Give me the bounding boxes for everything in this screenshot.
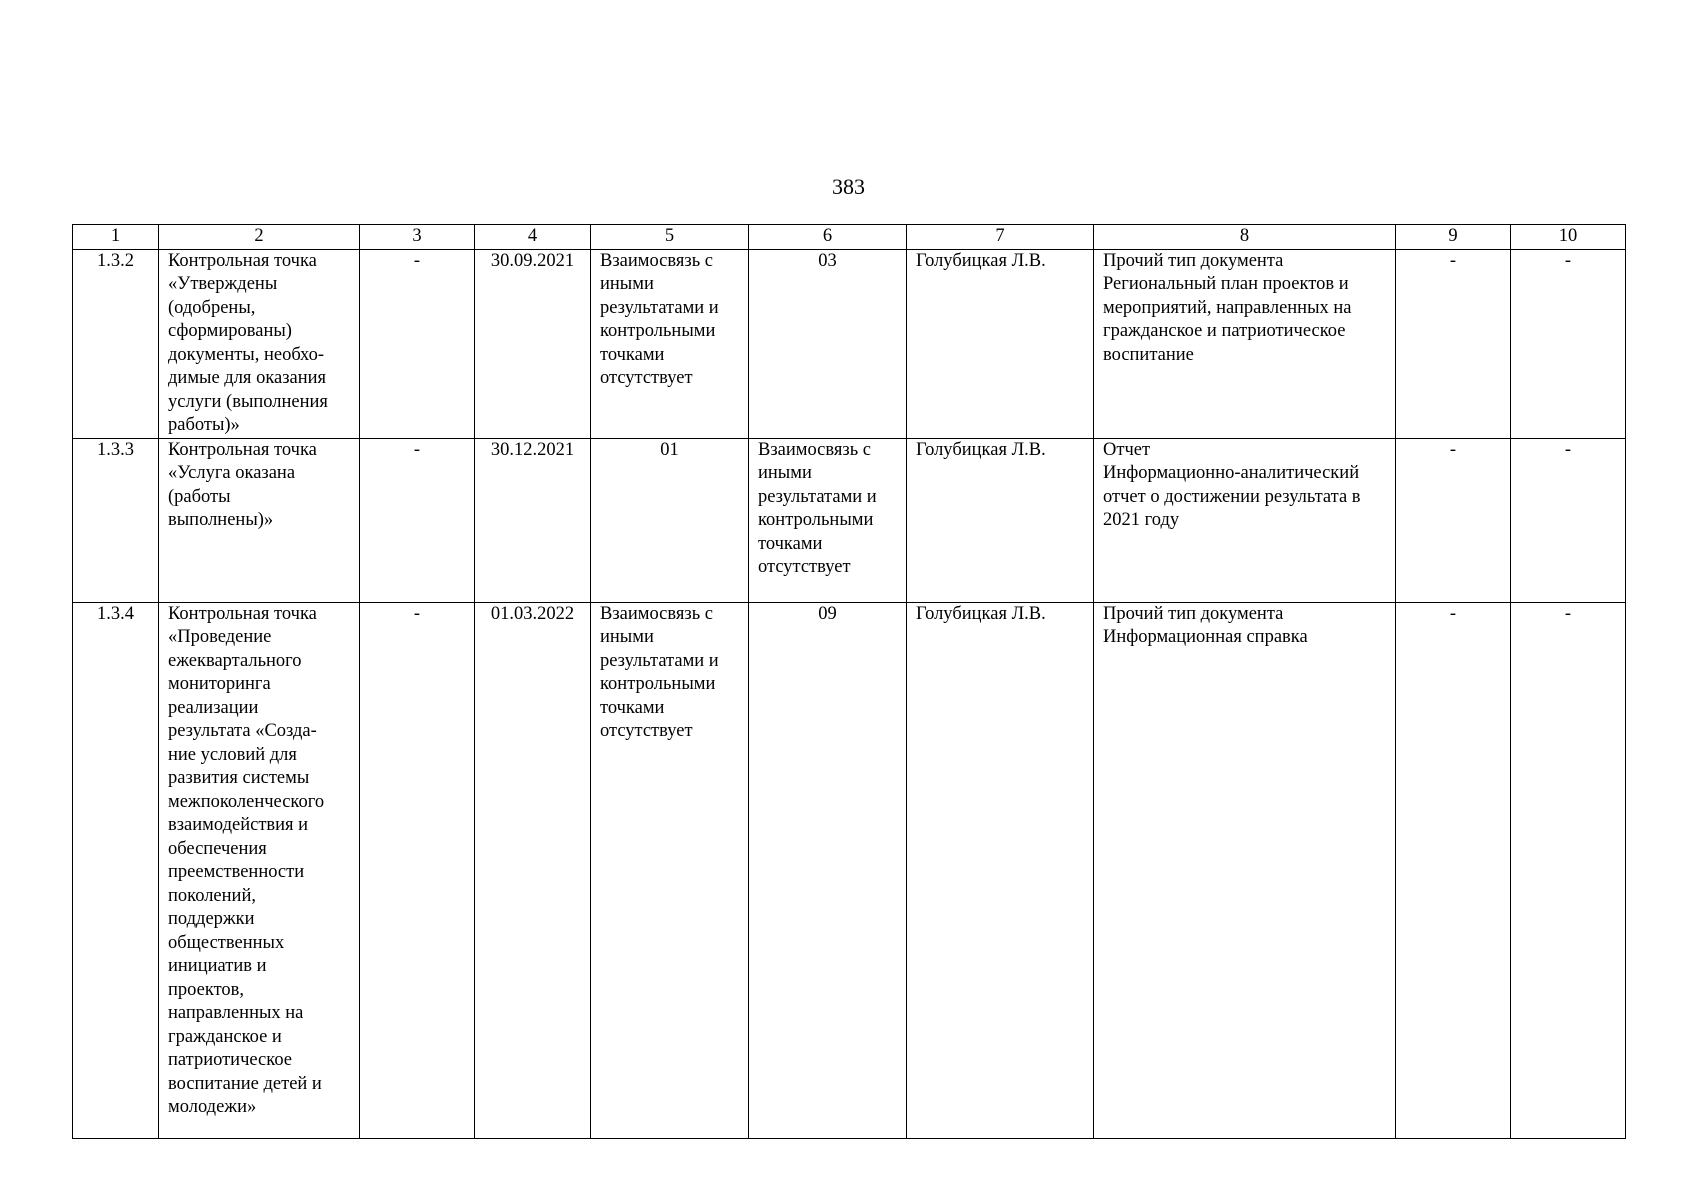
row-number: 1.3.2 <box>73 249 159 438</box>
header-cell: 2 <box>159 225 360 250</box>
table-row <box>73 438 1626 602</box>
cell-col9: - <box>1396 438 1511 602</box>
document-cell: Прочий тип документа Информационная справка <box>1094 602 1396 1138</box>
table-row <box>73 249 1626 438</box>
header-cell: 10 <box>1511 225 1626 250</box>
table-row <box>73 602 1626 1138</box>
cell-col9: - <box>1396 602 1511 1138</box>
control-point-name: Контрольная точка «Утверждены (одобрены, сформированы) документы, необхо- димые для оказания услуги (выполнения работы)» <box>159 249 360 438</box>
cell-col9: - <box>1396 249 1511 438</box>
header-cell: 6 <box>749 225 907 250</box>
date-cell: 30.12.2021 <box>475 438 591 602</box>
cell-col5: Взаимосвязь с иными результатами и контрольными точками отсутствует <box>591 602 749 1138</box>
date-cell: 30.09.2021 <box>475 249 591 438</box>
header-cell: 5 <box>591 225 749 250</box>
cell-col3: - <box>360 249 475 438</box>
page-number: 383 <box>832 174 865 199</box>
responsible-cell: Голубицкая Л.В. <box>907 438 1094 602</box>
header-cell: 4 <box>475 225 591 250</box>
date-cell: 01.03.2022 <box>475 602 591 1138</box>
row-number: 1.3.3 <box>73 438 159 602</box>
cell-col10: - <box>1511 602 1626 1138</box>
document-cell: Прочий тип документа Региональный план проектов и мероприятий, направленных на гражданское и патриотическое воспитание <box>1094 249 1396 438</box>
control-point-name: Контрольная точка «Проведение ежеквартального мониторинга реализации результата «Созда- ние условий для развития системы межпоколенческого взаимодействия и обеспечения преемственности поколений, поддержки общественных инициатив и проектов, направленных на гражданское и патриотическое воспитание детей и молодежи» <box>159 602 360 1138</box>
cell-col6: 03 <box>749 249 907 438</box>
header-row <box>73 225 1626 250</box>
header-cell: 7 <box>907 225 1094 250</box>
control-points-table <box>72 224 1626 1139</box>
header-cell: 9 <box>1396 225 1511 250</box>
header-cell: 3 <box>360 225 475 250</box>
cell-col6: Взаимосвязь с иными результатами и контрольными точками отсутствует <box>749 438 907 602</box>
cell-col10: - <box>1511 249 1626 438</box>
header-cell: 1 <box>73 225 159 250</box>
document-cell: Отчет Информационно-аналитический отчет о достижении результата в 2021 году <box>1094 438 1396 602</box>
header-cell: 8 <box>1094 225 1396 250</box>
row-number: 1.3.4 <box>73 602 159 1138</box>
responsible-cell: Голубицкая Л.В. <box>907 602 1094 1138</box>
cell-col6: 09 <box>749 602 907 1138</box>
cell-col10: - <box>1511 438 1626 602</box>
responsible-cell: Голубицкая Л.В. <box>907 249 1094 438</box>
control-point-name: Контрольная точка «Услуга оказана (работы выполнены)» <box>159 438 360 602</box>
cell-col3: - <box>360 602 475 1138</box>
cell-col3: - <box>360 438 475 602</box>
cell-col5: Взаимосвязь с иными результатами и контрольными точками отсутствует <box>591 249 749 438</box>
cell-col5: 01 <box>591 438 749 602</box>
